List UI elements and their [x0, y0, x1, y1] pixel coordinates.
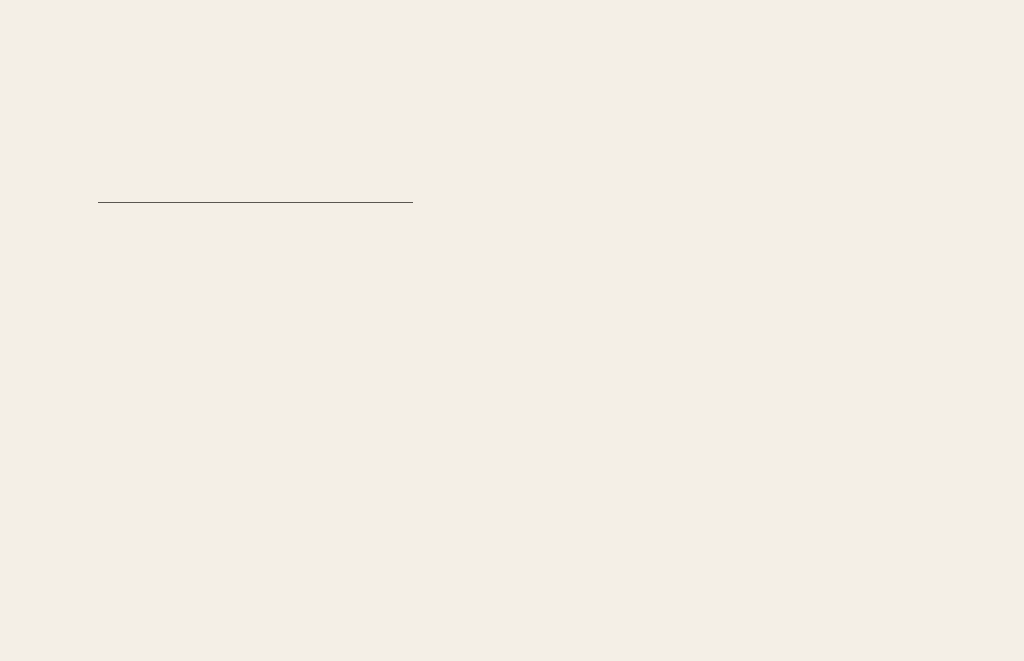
toc-entry [98, 170, 413, 184]
toc-entry [98, 64, 413, 78]
toc-entry [98, 148, 413, 162]
section-divider [98, 202, 413, 203]
toc-entry [98, 127, 413, 141]
toc-entry [98, 106, 413, 120]
toc-entry [98, 85, 413, 99]
